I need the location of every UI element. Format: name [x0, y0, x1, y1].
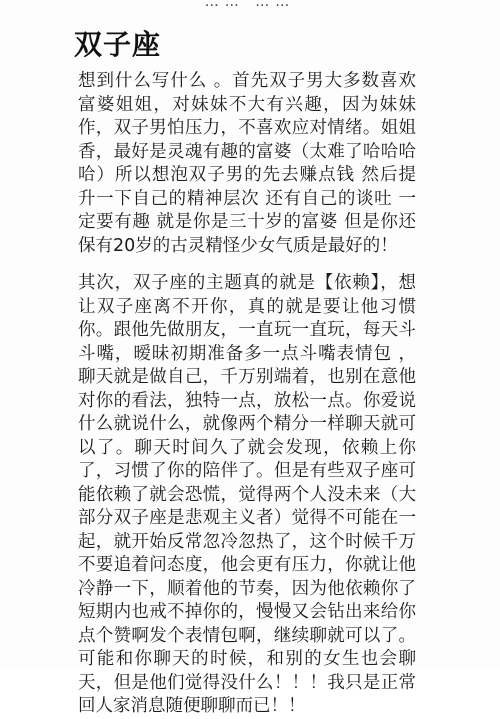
- paragraph-2: 其次，双子座的主题真的就是【依赖】，想让双子座离不开你，真的就是要让他习惯你。跟他先做朋友，一直玩一直玩，每天斗斗嘴，暧昧初期准备多一点斗嘴表情包 ，聊天就是做自己，千万别端着，也别在意他对你的看法，独特一点，放松一点。你爱说什么就说什么，就像两个精分一样聊天就可以了。聊天时间久了就会发现，依赖上你了，习惯了你的陪伴了。但是有些双子座可能依赖了就会恐慌，觉得两个人没未来（大部分双子座是悲观主义者）觉得不可能在一起，就开始反常忽冷忽热了，这个时候千万不要追着问态度，他会更有压力，你就让他冷静一下，顺着他的节奏，因为他依赖你了短期内也戒不掉你的，慢慢又会钻出来给你点个赞啊发个表情包啊，继续聊就可以了。可能和你聊天的时候，和别的女生也会聊天，但是他们觉得没什么！！！我只是正常回人家消息随便聊聊而已！！: [78, 273, 416, 716]
- cropped-header-text: …… ……: [204, 0, 296, 10]
- page-title: 双子座: [74, 27, 162, 61]
- paragraph-1: 想到什么写什么 。首先双子男大多数喜欢富婆姐姐，对妹妹不大有兴趣，因为妹妹作，双子男怕压力，不喜欢应对情绪。姐姐香，最好是灵魂有趣的富婆（太难了哈哈哈哈）所以想泡双子男的先去赚点钱 然后提升一下自己的精神层次 还有自己的谈吐 一定要有趣 就是你是三十岁的富婆 但是你还保有20岁的古灵精怪少女气质是最好的！: [78, 71, 416, 256]
